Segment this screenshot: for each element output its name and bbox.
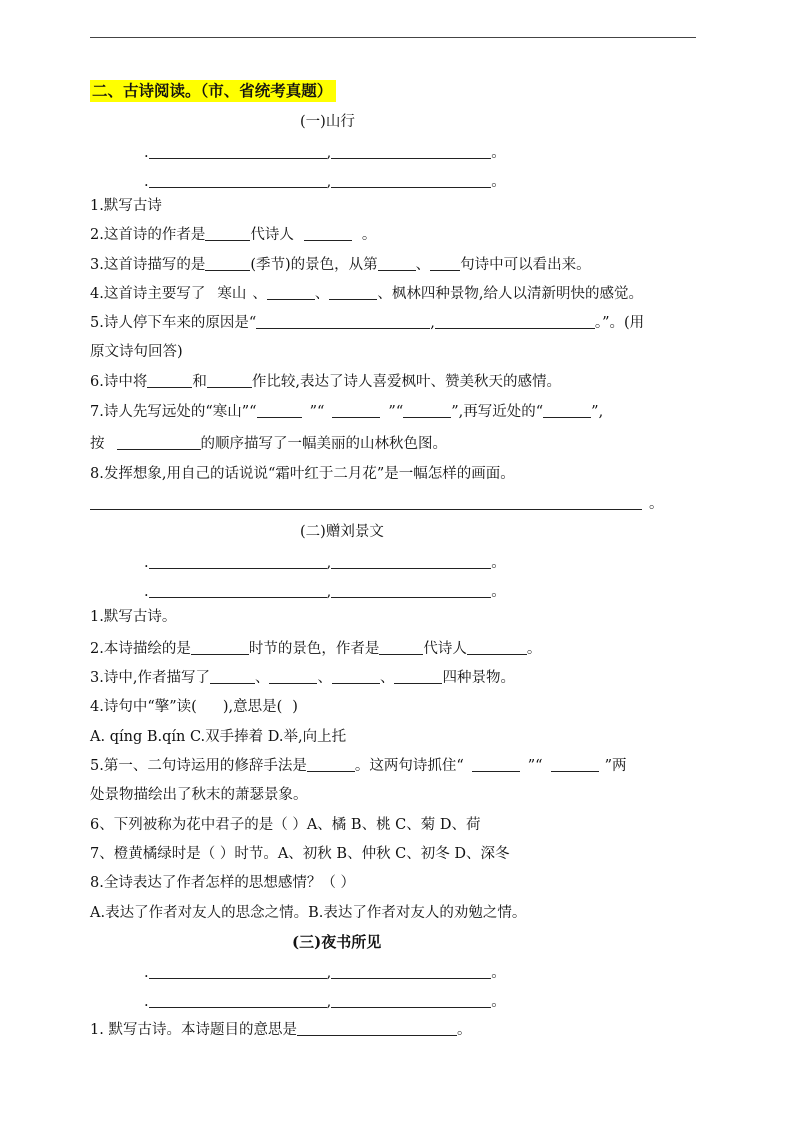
poem1-title: (一)山行 bbox=[300, 114, 355, 130]
p1-q7-cont: 按 的顺序描写了一幅美丽的山林秋色图。 bbox=[90, 436, 447, 452]
p1-q3: 3.这首诗描写的是 (季节)的景色，从第 、 句诗中可以看出来。 bbox=[90, 257, 591, 273]
p1-q8-answer-line[interactable] bbox=[90, 509, 642, 510]
p2-q4: 4.诗句中“擎”读( ),意思是( ) bbox=[90, 699, 298, 715]
poem3-line1[interactable]: . , 。 bbox=[144, 965, 506, 981]
p1-q4: 4.这首诗主要写了 寒山 、 、 、枫林四种景物,给人以清新明快的感觉。 bbox=[90, 286, 643, 302]
header-rule bbox=[90, 37, 696, 38]
p2-q3: 3.诗中,作者描写了 、 、 、 四种景物。 bbox=[90, 670, 515, 686]
p2-q5-cont: 处景物描绘出了秋末的萧瑟景象。 bbox=[90, 787, 308, 803]
p2-q4-options: A. qíng B.qín C.双手捧着 D.举,向上托 bbox=[90, 729, 347, 745]
p2-q5: 5.第一、二句诗运用的修辞手法是 。这两句诗抓住“ ”“ ”两 bbox=[90, 758, 627, 774]
poem2-title: (二)赠刘景文 bbox=[300, 524, 384, 540]
p1-q6: 6.诗中将 和 作比较,表达了诗人喜爱枫叶、赞美秋天的感情。 bbox=[90, 374, 561, 390]
p2-q8-options: A.表达了作者对友人的思念之情。B.表达了作者对友人的劝勉之情。 bbox=[90, 905, 527, 921]
poem3-title: (三)夜书所见 bbox=[292, 933, 382, 951]
p3-q1: 1. 默写古诗。本诗题目的意思是 。 bbox=[90, 1022, 472, 1038]
p1-q5-cont: 原文诗句回答) bbox=[90, 344, 183, 360]
p1-q1: 1.默写古诗 bbox=[90, 198, 162, 214]
p2-q6: 6、下列被称为花中君子的是（ ）A、橘 B、桃 C、菊 D、荷 bbox=[90, 817, 481, 833]
poem2-line1[interactable]: . , 。 bbox=[144, 555, 506, 571]
poem2-line2[interactable]: . , 。 bbox=[144, 584, 506, 600]
p1-q8-end: 。 bbox=[649, 496, 664, 512]
p1-q5: 5.诗人停下车来的原因是“ , 。”。(用 bbox=[90, 315, 645, 331]
poem1-line1[interactable]: . , 。 bbox=[144, 145, 506, 161]
poem1-line2[interactable]: . , 。 bbox=[144, 174, 506, 190]
p2-q8: 8.全诗表达了作者怎样的思想感情？（ ） bbox=[90, 875, 355, 891]
p1-q2: 2.这首诗的作者是 代诗人 。 bbox=[90, 227, 377, 243]
p2-q7: 7、橙黄橘绿时是（ ）时节。A、初秋 B、仲秋 C、初冬 D、深冬 bbox=[90, 846, 510, 862]
section-title: 二、古诗阅读。（市、省统考真题） bbox=[90, 80, 336, 102]
p1-q8: 8.发挥想象,用自己的话说说“霜叶红于二月花”是一幅怎样的画面。 bbox=[90, 466, 515, 482]
poem3-line2[interactable]: . , 。 bbox=[144, 994, 506, 1010]
p2-q1: 1.默写古诗。 bbox=[90, 609, 177, 625]
p2-q2: 2.本诗描绘的是 时节的景色，作者是 代诗人 。 bbox=[90, 641, 542, 657]
p1-q7: 7.诗人先写远处的“寒山”“ ”“ ”“ ”,再写近处的“ ”, bbox=[90, 404, 604, 420]
